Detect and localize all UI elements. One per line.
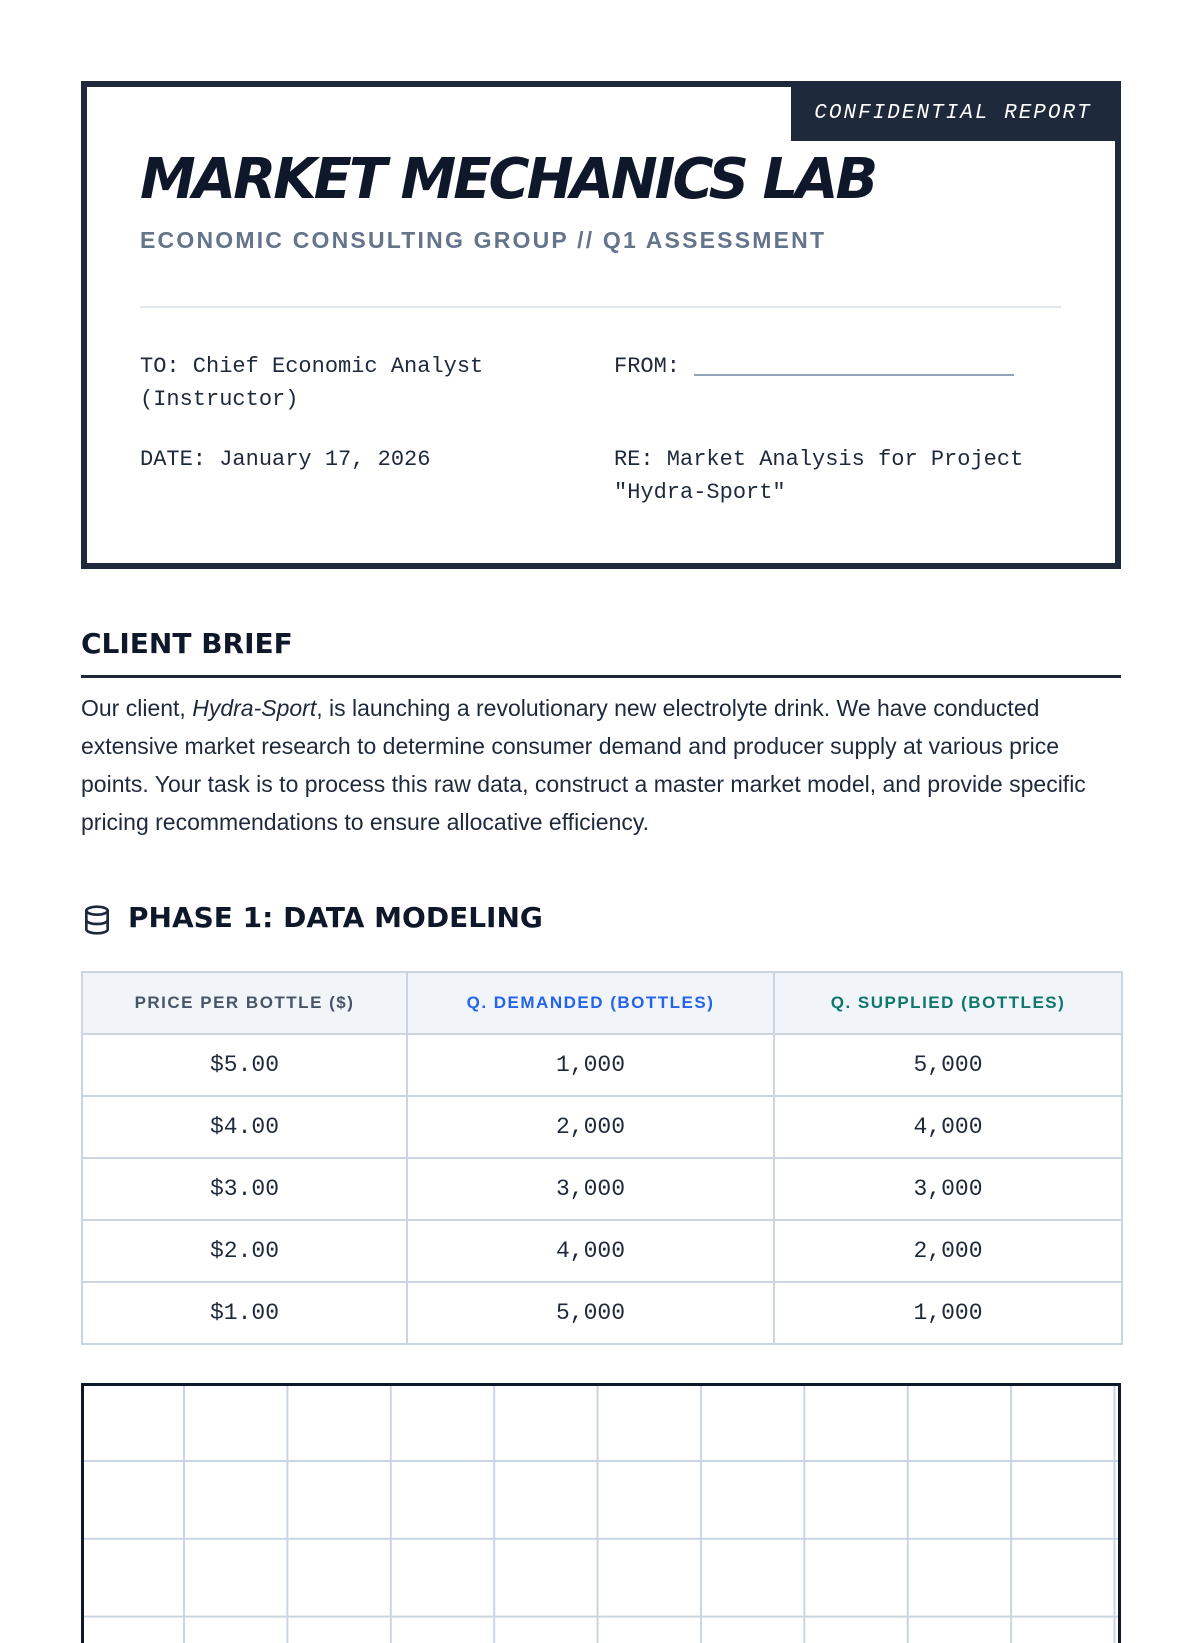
table-row	[82, 1096, 1122, 1158]
client-brief-divider	[81, 675, 1121, 678]
header-divider	[140, 306, 1061, 308]
report-header	[81, 81, 1121, 569]
price-cell: $1.00	[82, 1282, 407, 1344]
brief-intro: Our client,	[81, 695, 193, 721]
supply-cell: 3,000	[774, 1158, 1122, 1220]
memo-from	[614, 350, 1054, 383]
supply-cell: 1,000	[774, 1282, 1122, 1344]
confidential-tag: CONFIDENTIAL REPORT	[791, 87, 1115, 141]
price-cell: $2.00	[82, 1220, 407, 1282]
demand-cell: 2,000	[407, 1096, 774, 1158]
market-data-table	[81, 971, 1123, 1345]
table-row	[82, 1220, 1122, 1282]
table-row	[82, 1282, 1122, 1344]
demand-cell: 4,000	[407, 1220, 774, 1282]
table-row	[82, 1034, 1122, 1096]
graph-grid[interactable]	[81, 1383, 1121, 1643]
database-icon	[81, 904, 113, 936]
phase1-heading: PHASE 1: DATA MODELING	[128, 901, 543, 934]
client-brief-text	[81, 689, 1121, 841]
page	[81, 81, 1121, 1326]
client-name: Hydra-Sport	[192, 695, 317, 721]
memo-date: DATE: January 17, 2026	[140, 447, 431, 472]
price-cell: $3.00	[82, 1158, 407, 1220]
report-title: MARKET MECHANICS LAB	[140, 147, 876, 212]
table-header-row	[82, 972, 1122, 1034]
memo-from-label: FROM:	[614, 354, 681, 379]
price-column-header: PRICE PER BOTTLE ($)	[82, 972, 407, 1034]
from-name-blank[interactable]	[694, 350, 1014, 376]
price-cell: $4.00	[82, 1096, 407, 1158]
table-row	[82, 1158, 1122, 1220]
memo-to: TO: Chief Economic Analyst (Instructor)	[140, 354, 484, 412]
supply-column-header: Q. SUPPLIED (BOTTLES)	[774, 972, 1122, 1034]
demand-cell: 3,000	[407, 1158, 774, 1220]
client-brief-heading: CLIENT BRIEF	[81, 627, 293, 660]
report-subtitle: ECONOMIC CONSULTING GROUP // Q1 ASSESSMENT	[140, 227, 827, 253]
demand-cell: 1,000	[407, 1034, 774, 1096]
price-cell: $5.00	[82, 1034, 407, 1096]
memo-re: RE: Market Analysis for Project "Hydra-Sport"	[614, 447, 1024, 505]
demand-cell: 5,000	[407, 1282, 774, 1344]
demand-column-header: Q. DEMANDED (BOTTLES)	[407, 972, 774, 1034]
supply-cell: 5,000	[774, 1034, 1122, 1096]
supply-cell: 2,000	[774, 1220, 1122, 1282]
brief-body: , is launching a revolutionary new electrolyte drink. We have conducted extensive market research to determine consumer demand and producer supply at various price points. Your task is to process this raw data, construct a master market model, and provide specific pricing recommendations to ensure allocative efficiency.	[81, 695, 1086, 835]
supply-cell: 4,000	[774, 1096, 1122, 1158]
